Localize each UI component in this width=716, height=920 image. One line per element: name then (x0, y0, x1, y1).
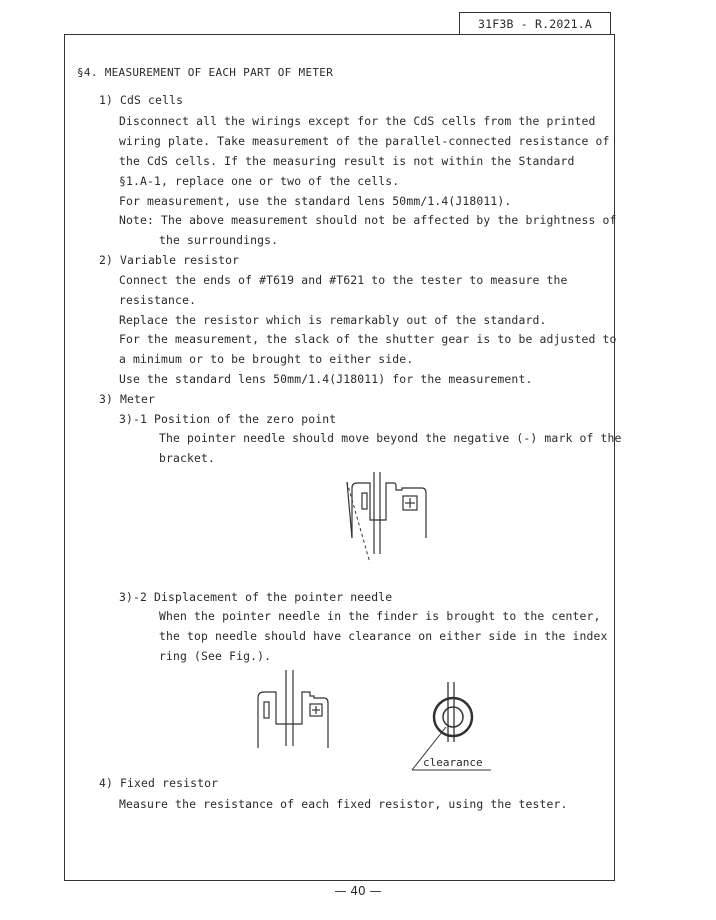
vr-line-6: Use the standard lens 50mm/1.4(J18011) for the measurement. (119, 372, 533, 386)
displacement-title: 3)-2 Displacement of the pointer needle (119, 590, 393, 604)
vr-line-3: Replace the resistor which is remarkably out of the standard. (119, 313, 547, 327)
clearance-label: clearance (423, 756, 483, 769)
page-number: — 40 — (334, 884, 382, 898)
item-variable-resistor-title: 2) Variable resistor (99, 253, 240, 267)
cds-note-line-2: the surroundings. (159, 233, 279, 247)
vr-line-1: Connect the ends of #T619 and #T621 to the tester to measure the (119, 273, 568, 287)
index-ring-inner (443, 707, 463, 727)
vr-line-2: resistance. (119, 293, 197, 307)
cds-line-5: For measurement, use the standard lens 50mm/1.4(J18011). (119, 194, 512, 208)
cds-line-4: §1.A-1, replace one or two of the cells. (119, 174, 400, 188)
item-meter-title: 3) Meter (99, 392, 156, 406)
displacement-line-1: When the pointer needle in the finder is brought to the center, (159, 609, 601, 623)
pointer-center-figure (250, 668, 335, 753)
zero-point-title: 3)-1 Position of the zero point (119, 412, 337, 426)
zero-point-line-2: bracket. (159, 451, 216, 465)
zero-point-line-1: The pointer needle should move beyond the negative (-) mark of the (159, 431, 622, 445)
document-code: 31F3B - R.2021.A (459, 12, 611, 35)
zero-point-figure (330, 468, 440, 568)
index-ring-outer (434, 698, 472, 736)
fixed-resistor-line-1: Measure the resistance of each fixed resistor, using the tester. (119, 797, 568, 811)
vr-line-5: a minimum or to be brought to either side. (119, 352, 414, 366)
item-fixed-resistor-title: 4) Fixed resistor (99, 776, 219, 790)
cds-line-3: the CdS cells. If the measuring result is not within the Standard (119, 154, 575, 168)
cds-line-1: Disconnect all the wirings except for the CdS cells from the printed (119, 114, 596, 128)
section-heading: §4. MEASUREMENT OF EACH PART OF METER (77, 66, 334, 79)
cds-note-line-1: Note: The above measurement should not be affected by the brightness of (119, 213, 617, 227)
vr-line-4: For the measurement, the slack of the shutter gear is to be adjusted to (119, 332, 617, 346)
clearance-figure (408, 672, 508, 772)
cds-line-2: wiring plate. Take measurement of the parallel-connected resistance of (119, 134, 610, 148)
displacement-line-2: the top needle should have clearance on either side in the index (159, 629, 608, 643)
displacement-line-3: ring (See Fig.). (159, 649, 272, 663)
item-cds-title: 1) CdS cells (99, 93, 184, 107)
